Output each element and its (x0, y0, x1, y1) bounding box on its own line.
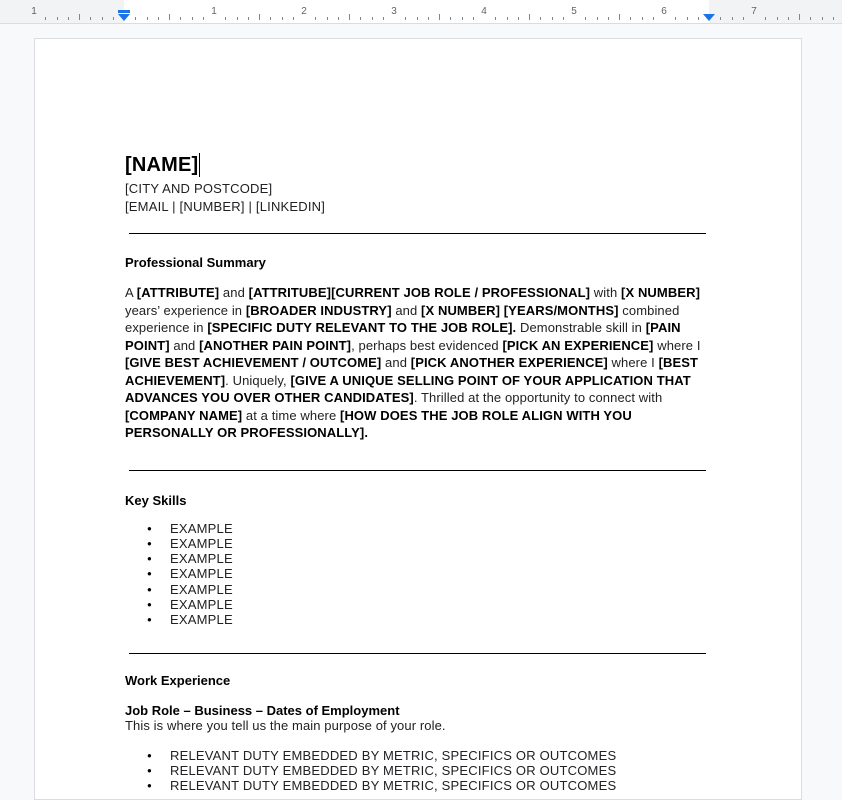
ruler-tick (169, 14, 170, 20)
ruler-tick (439, 14, 440, 20)
ruler-number: 6 (661, 6, 667, 17)
ruler-tick (270, 17, 271, 20)
left-indent-marker[interactable] (118, 14, 130, 21)
ruler-number: 3 (391, 6, 397, 17)
ruler-tick (405, 17, 406, 20)
ruler-tick (777, 17, 778, 20)
ruler-tick (45, 17, 46, 20)
summary-text: . Uniquely, (225, 372, 291, 388)
summary-heading[interactable]: Professional Summary (125, 255, 266, 270)
summary-placeholder: [ANOTHER PAIN POINT] (199, 337, 352, 353)
skill-list-item[interactable]: ● EXAMPLE (125, 551, 711, 566)
ruler-tick (788, 17, 789, 20)
ruler-tick (327, 17, 328, 20)
skill-list-item[interactable]: ● EXAMPLE (125, 521, 711, 536)
ruler-number: 7 (751, 6, 757, 17)
section-divider (129, 653, 706, 654)
ruler-tick (518, 17, 519, 20)
skill-list-item[interactable]: ● EXAMPLE (125, 597, 711, 612)
ruler-left-margin (0, 0, 124, 23)
ruler-tick (360, 17, 361, 20)
summary-placeholder: [PAIN POINT] (125, 320, 681, 353)
skills-heading[interactable]: Key Skills (125, 492, 187, 508)
summary-text: at a time where (242, 407, 341, 423)
summary-placeholder: [BEST ACHIEVEMENT] (125, 355, 699, 388)
summary-placeholder: [PICK AN EXPERIENCE] (502, 337, 654, 353)
horizontal-ruler[interactable] (0, 0, 842, 24)
right-indent-marker[interactable] (703, 14, 715, 21)
ruler-tick (810, 17, 811, 20)
text-cursor (199, 153, 200, 177)
ruler-tick (57, 17, 58, 20)
ruler-number: 5 (571, 6, 577, 17)
city-line[interactable]: [CITY AND POSTCODE] (125, 181, 273, 196)
summary-text: Demonstrable skill in (516, 320, 646, 335)
ruler-tick (687, 17, 688, 20)
ruler-tick (225, 17, 226, 20)
ruler-tick (822, 17, 823, 20)
ruler-tick (158, 17, 159, 20)
job-description[interactable]: This is where you tell us the main purpose of your role. (125, 717, 446, 733)
skill-list-item[interactable]: ● EXAMPLE (125, 566, 711, 581)
section-divider (129, 233, 706, 234)
ruler-tick (113, 17, 114, 20)
summary-text: with (590, 285, 622, 300)
job-title-line[interactable]: Job Role – Business – Dates of Employment (125, 702, 400, 718)
summary-placeholder: [X NUMBER] (621, 285, 701, 300)
ruler-tick (79, 14, 80, 20)
ruler-tick (237, 17, 238, 20)
summary-text: . Thrilled at the opportunity to connect with (413, 390, 663, 405)
experience-heading[interactable]: Work Experience (125, 672, 231, 688)
first-line-indent-marker[interactable] (118, 10, 130, 13)
ruler-tick (799, 14, 800, 20)
summary-text: and (391, 302, 422, 318)
ruler-tick (147, 17, 148, 20)
ruler-tick (552, 17, 553, 20)
summary-placeholder: [GIVE BEST ACHIEVEMENT / OUTCOME] (125, 355, 382, 370)
summary-placeholder: [PICK ANOTHER EXPERIENCE] (410, 355, 608, 370)
summary-placeholder: [GIVE A UNIQUE SELLING POINT OF YOUR APPLICATION THAT ADVANCES YOU OVER OTHER CANDIDATES] (125, 372, 691, 405)
duty-list-item[interactable]: ● RELEVANT DUTY EMBEDDED BY METRIC, SPECIFICS OR OUTCOMES (125, 763, 711, 778)
ruler-tick (529, 14, 530, 20)
ruler-tick (372, 17, 373, 20)
ruler-tick (282, 17, 283, 20)
summary-text: where I (653, 337, 701, 353)
summary-placeholder: [X NUMBER] [YEARS/MONTHS] (421, 302, 619, 318)
ruler-tick (135, 17, 136, 20)
professional-summary-paragraph[interactable] (125, 284, 711, 442)
section-divider (129, 470, 706, 471)
document-page[interactable] (34, 38, 802, 800)
ruler-tick (248, 17, 249, 20)
skill-list-item[interactable]: ● EXAMPLE (125, 582, 711, 597)
duty-list-item[interactable]: ● RELEVANT DUTY EMBEDDED BY METRIC, SPECIFICS OR OUTCOMES (125, 748, 711, 763)
summary-text: years’ experience in (125, 302, 246, 318)
summary-placeholder: [ATTRITUBE][CURRENT JOB ROLE / PROFESSIONAL] (248, 285, 591, 300)
ruler-tick (349, 14, 350, 20)
summary-placeholder: [HOW DOES THE JOB ROLE ALIGN WITH YOU PERSONALLY OR PROFESSIONALLY]. (125, 407, 632, 440)
ruler-tick (259, 14, 260, 20)
contact-line[interactable]: [EMAIL | [NUMBER] | [LINKEDIN] (125, 199, 326, 214)
ruler-tick (450, 17, 451, 20)
summary-text: A (125, 285, 137, 300)
ruler-tick (192, 17, 193, 20)
document-body[interactable] (125, 153, 711, 793)
ruler-tick (619, 14, 620, 20)
summary-text: , perhaps best evidenced (351, 337, 503, 353)
ruler-tick (428, 17, 429, 20)
summary-placeholder: [ATTRIBUTE] (136, 285, 220, 300)
ruler-tick (102, 17, 103, 20)
ruler-tick (597, 17, 598, 20)
summary-text: and (169, 337, 200, 353)
ruler-number: 2 (301, 6, 307, 17)
ruler-tick (765, 17, 766, 20)
ruler-tick (630, 17, 631, 20)
ruler-tick (642, 17, 643, 20)
ruler-tick (833, 17, 834, 20)
duty-list-item[interactable]: ● RELEVANT DUTY EMBEDDED BY METRIC, SPECIFICS OR OUTCOMES (125, 778, 711, 793)
ruler-tick (720, 17, 721, 20)
summary-placeholder: [SPECIFIC DUTY RELEVANT TO THE JOB ROLE]. (207, 320, 517, 335)
ruler-number: 1 (211, 6, 217, 17)
skill-list-item[interactable]: ● EXAMPLE (125, 536, 711, 551)
ruler-tick (698, 17, 699, 20)
ruler-tick (338, 17, 339, 20)
resume-name[interactable]: [NAME] (125, 154, 199, 176)
ruler-tick (417, 17, 418, 20)
ruler-tick (675, 17, 676, 20)
ruler-tick (462, 17, 463, 20)
ruler-tick (68, 17, 69, 20)
skills-list[interactable] (125, 521, 711, 628)
ruler-tick (507, 17, 508, 20)
ruler-tick (180, 17, 181, 20)
ruler-tick (495, 17, 496, 20)
summary-text: combined experience in (125, 302, 680, 335)
ruler-number: 4 (481, 6, 487, 17)
summary-text: where I (607, 355, 659, 370)
summary-placeholder: [BROADER INDUSTRY] (245, 302, 392, 318)
ruler-tick (90, 17, 91, 20)
ruler-tick (608, 17, 609, 20)
ruler-tick (585, 17, 586, 20)
ruler-tick (732, 17, 733, 20)
ruler-tick (540, 17, 541, 20)
skill-list-item[interactable]: ● EXAMPLE (125, 612, 711, 627)
summary-text: and (381, 355, 411, 370)
ruler-number: 1 (31, 6, 37, 17)
ruler-tick (315, 17, 316, 20)
summary-text: and (219, 285, 249, 300)
summary-placeholder: [COMPANY NAME] (125, 407, 243, 423)
